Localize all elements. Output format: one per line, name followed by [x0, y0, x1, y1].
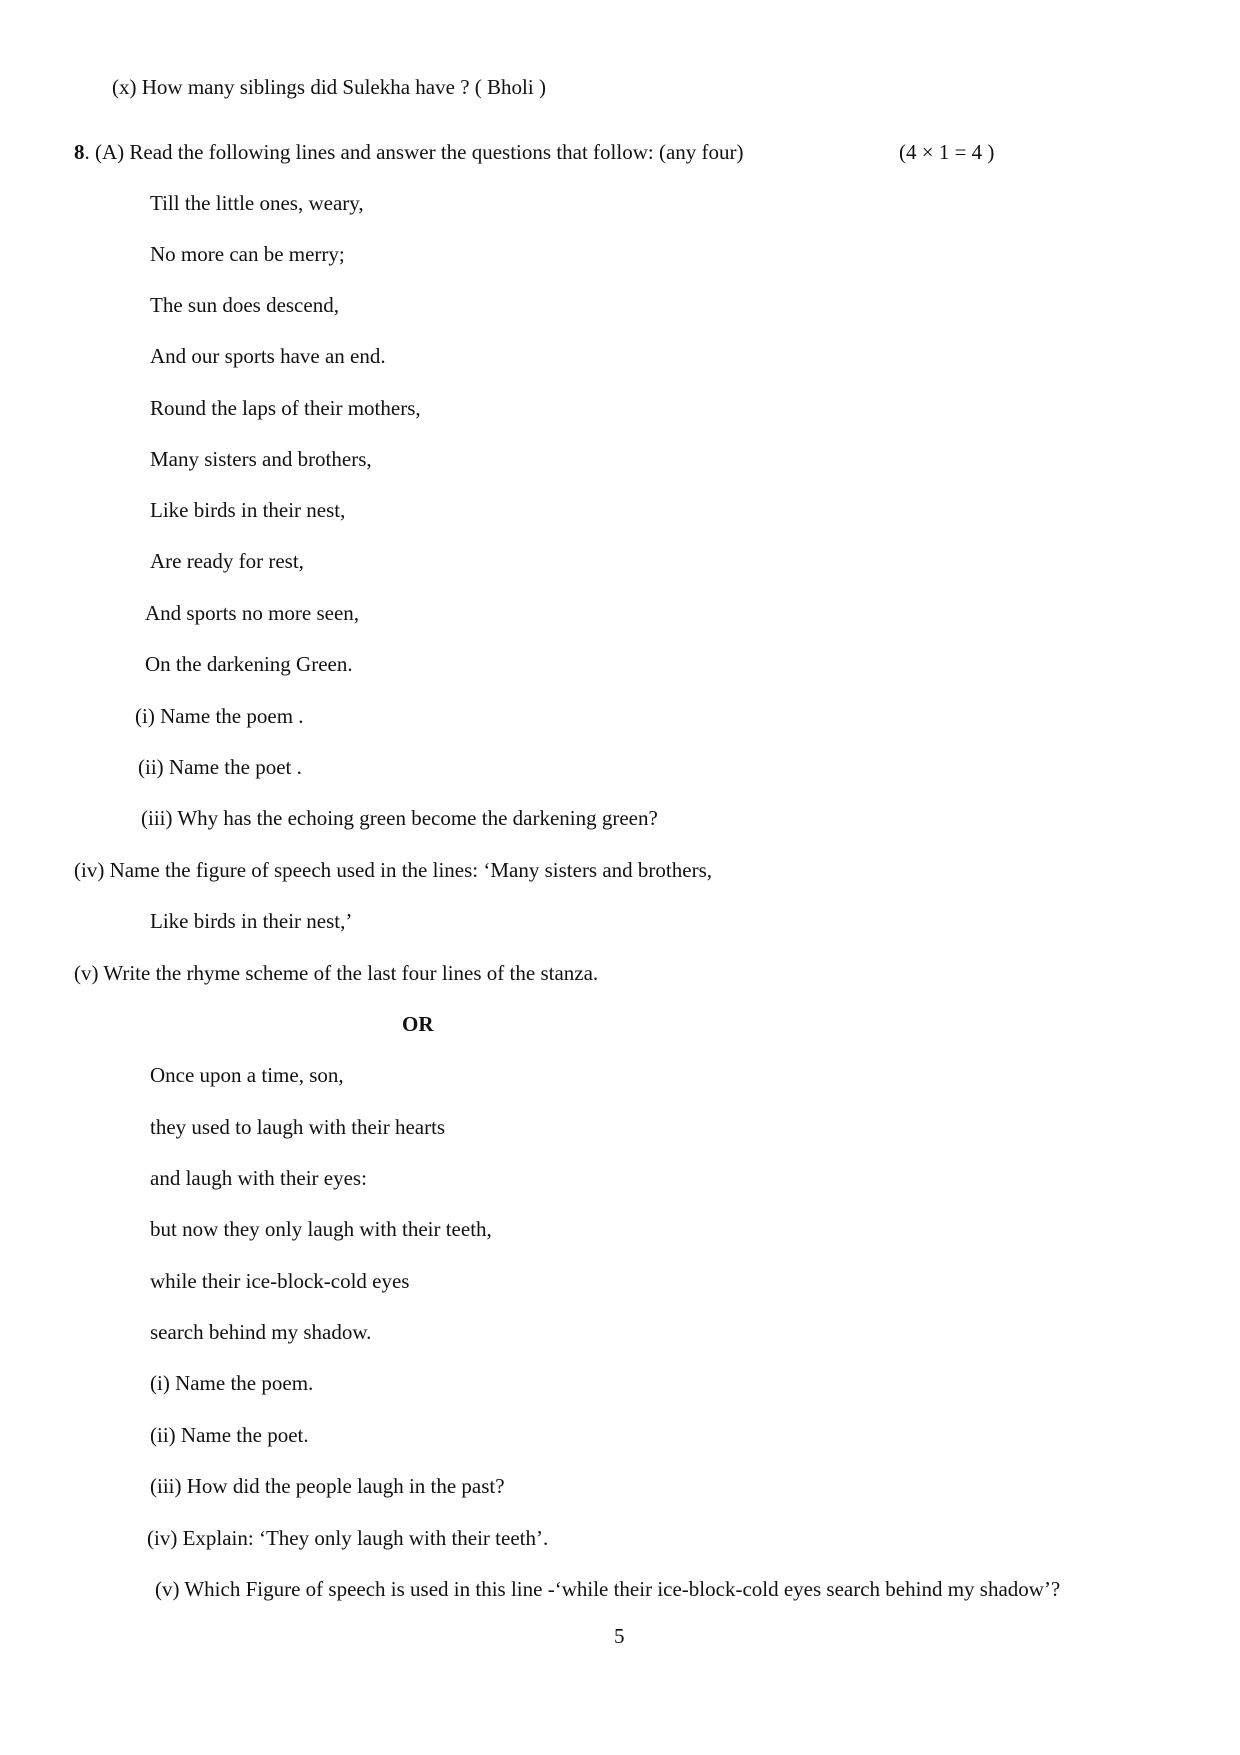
question-b-item: (ii) Name the poet. [150, 1423, 309, 1447]
question-7-item-x: (x) How many siblings did Sulekha have ? ( Bholi ) [112, 75, 546, 99]
question-8-marks: (4 × 1 = 4 ) [899, 140, 995, 164]
stanza-a-line: And sports no more seen, [145, 601, 360, 625]
question-b-item: (iii) How did the people laugh in the past? [150, 1474, 505, 1498]
question-b-item: (i) Name the poem. [150, 1371, 314, 1395]
stanza-b-line: and laugh with their eyes: [150, 1166, 367, 1190]
question-8-instructions: . (A) Read the following lines and answer the questions that follow: (any four) [84, 140, 744, 164]
stanza-a-line: On the darkening Green. [145, 652, 353, 676]
stanza-a-line: Are ready for rest, [150, 549, 304, 573]
stanza-a-line: The sun does descend, [150, 293, 339, 317]
stanza-b-line: while their ice-block-cold eyes [150, 1269, 410, 1293]
stanza-a-line: And our sports have an end. [150, 344, 386, 368]
or-divider: OR [402, 1012, 434, 1036]
question-a-item: (iv) Name the figure of speech used in the lines: ‘Many sisters and brothers, [74, 858, 712, 882]
stanza-b-line: Once upon a time, son, [150, 1063, 344, 1087]
stanza-a-line: No more can be merry; [150, 242, 345, 266]
stanza-a-line: Round the laps of their mothers, [150, 396, 421, 420]
question-a-item: (iii) Why has the echoing green become the darkening green? [141, 806, 658, 830]
question-b-item: (iv) Explain: ‘They only laugh with their teeth’. [147, 1526, 549, 1550]
stanza-b-line: search behind my shadow. [150, 1320, 372, 1344]
question-number: 8 [74, 140, 85, 164]
stanza-a-line: Many sisters and brothers, [150, 447, 372, 471]
stanza-a-line: Till the little ones, weary, [150, 191, 364, 215]
page-number: 5 [614, 1624, 625, 1648]
stanza-b-line: they used to laugh with their hearts [150, 1115, 446, 1139]
question-a-item: (i) Name the poem . [135, 704, 304, 728]
question-a-item-continuation: Like birds in their nest,’ [150, 909, 353, 933]
stanza-b-line: but now they only laugh with their teeth, [150, 1217, 492, 1241]
question-b-item: (v) Which Figure of speech is used in this line -‘while their ice-block-cold eyes search behind my shadow’? [155, 1577, 1061, 1601]
question-a-item: (v) Write the rhyme scheme of the last four lines of the stanza. [74, 961, 599, 985]
stanza-a-line: Like birds in their nest, [150, 498, 346, 522]
question-a-item: (ii) Name the poet . [138, 755, 302, 779]
question-8-heading [74, 140, 744, 164]
